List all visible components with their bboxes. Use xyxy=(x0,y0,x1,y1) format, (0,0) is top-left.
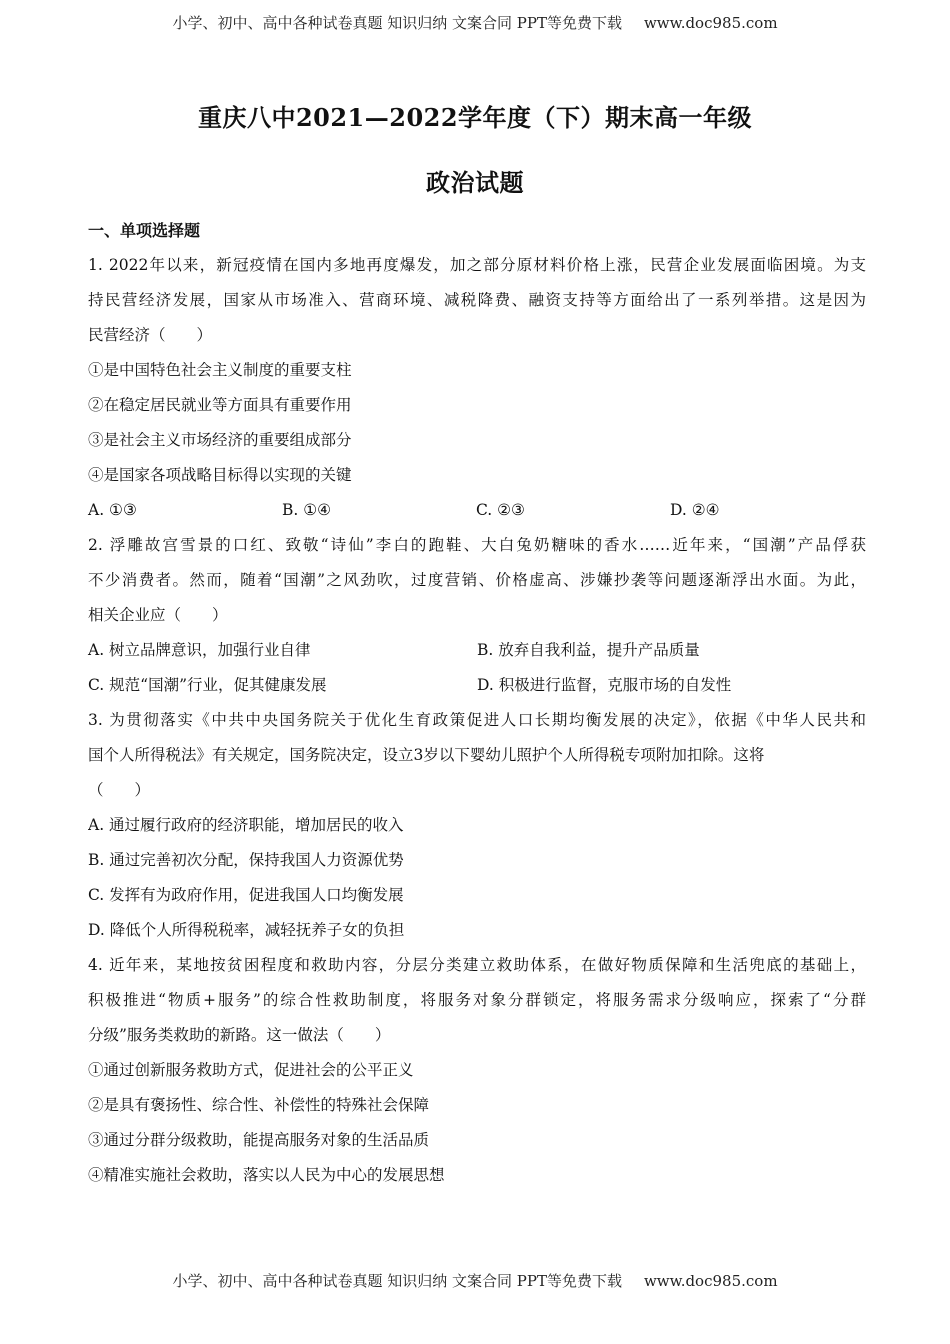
question-1-stem-line-2: 持民营经济发展，国家从市场准入、营商环境、减税降费、融资支持等方面给出了一系列举措。这是因为 xyxy=(88,291,866,309)
exam-subtitle: 政治试题 xyxy=(426,168,524,197)
question-3-stem-line-1: 3. 为贯彻落实《中共中央国务院关于优化生育政策促进人口长期均衡发展的决定》，依据《中华人民共和 xyxy=(88,711,866,729)
question-1-option-b[interactable]: B. ①④ xyxy=(282,501,332,519)
question-4-statement-2: ②是具有褒扬性、综合性、补偿性的特殊社会保障 xyxy=(88,1096,430,1114)
question-2-option-d[interactable]: D. 积极进行监督，克服市场的自发性 xyxy=(477,676,732,694)
question-1-option-c[interactable]: C. ②③ xyxy=(476,501,525,519)
section-heading: 一、单项选择题 xyxy=(88,221,201,240)
question-4-statement-1: ①通过创新服务救助方式，促进社会的公平正义 xyxy=(88,1061,414,1079)
question-4-statement-4: ④精准实施社会救助，落实以人民为中心的发展思想 xyxy=(88,1166,445,1184)
question-list xyxy=(88,248,866,1193)
question-2-option-c[interactable]: C. 规范“国潮”行业，促其健康发展 xyxy=(88,676,327,694)
header-banner xyxy=(0,12,950,33)
question-3-option-b[interactable]: B. 通过完善初次分配，保持我国人力资源优势 xyxy=(88,851,404,869)
question-4-stem-line-2: 积极推进“物质+服务”的综合性救助制度，将服务对象分群锁定，将服务需求分级响应，探索了“分群 xyxy=(88,991,866,1009)
question-1-statement-3: ③是社会主义市场经济的重要组成部分 xyxy=(88,431,352,449)
question-4-statement-3: ③通过分群分级救助，能提高服务对象的生活品质 xyxy=(88,1131,430,1149)
question-1-statement-4: ④是国家各项战略目标得以实现的关键 xyxy=(88,466,352,484)
header-banner-text: 小学、初中、高中各种试卷真题 知识归纳 文案合同 PPT等免费下载 xyxy=(172,14,622,32)
question-3-stem-line-2: 国个人所得税法》有关规定，国务院决定，设立3岁以下婴幼儿照护个人所得税专项附加扣除。这将 xyxy=(88,746,765,764)
question-2-option-b[interactable]: B. 放弃自我利益，提升产品质量 xyxy=(477,641,700,659)
question-2-stem-line-3: 相关企业应（ ） xyxy=(88,606,228,624)
question-1 xyxy=(88,248,866,528)
question-2-options-row-1 xyxy=(88,633,866,668)
question-1-option-d[interactable]: D. ②④ xyxy=(670,501,720,519)
question-2-stem-line-1: 2. 浮雕故宫雪景的口红、致敬“诗仙”李白的跑鞋、大白兔奶糖味的香水……近年来，“国潮”产品俘获 xyxy=(88,536,866,554)
question-1-statement-1: ①是中国特色社会主义制度的重要支柱 xyxy=(88,361,352,379)
question-4 xyxy=(88,948,866,1193)
question-1-statement-2: ②在稳定居民就业等方面具有重要作用 xyxy=(88,396,352,414)
question-3 xyxy=(88,703,866,948)
footer-banner-text: 小学、初中、高中各种试卷真题 知识归纳 文案合同 PPT等免费下载 xyxy=(172,1272,622,1290)
question-3-option-c[interactable]: C. 发挥有为政府作用，促进我国人口均衡发展 xyxy=(88,886,404,904)
footer-banner-url[interactable]: www.doc985.com xyxy=(643,1272,778,1290)
footer-banner xyxy=(0,1270,950,1291)
question-4-stem-line-3: 分级”服务类救助的新路。这一做法（ ） xyxy=(88,1026,391,1044)
question-1-options xyxy=(88,493,866,528)
question-3-stem-line-3: （ ） xyxy=(88,781,151,799)
exam-title: 重庆八中2021—2022学年度（下）期末高一年级 xyxy=(197,103,753,132)
question-2 xyxy=(88,528,866,703)
question-4-stem-line-1: 4. 近年来，某地按贫困程度和救助内容，分层分类建立救助体系，在做好物质保障和生活兜底的基础上， xyxy=(88,956,866,974)
question-3-option-a[interactable]: A. 通过履行政府的经济职能，增加居民的收入 xyxy=(88,816,404,834)
question-2-option-a[interactable]: A. 树立品牌意识，加强行业自律 xyxy=(88,641,311,659)
question-2-stem-line-2: 不少消费者。然而，随着“国潮”之风劲吹，过度营销、价格虚高、涉嫌抄袭等问题逐渐浮出水面。为此， xyxy=(88,571,866,589)
question-1-stem-line-3: 民营经济（ ） xyxy=(88,326,213,344)
header-banner-url[interactable]: www.doc985.com xyxy=(643,14,778,32)
question-1-option-a[interactable]: A. ①③ xyxy=(88,501,137,519)
question-1-stem-line-1: 1. 2022年以来，新冠疫情在国内多地再度爆发，加之部分原材料价格上涨，民营企业发展面临困境。为支 xyxy=(88,256,866,274)
question-2-options-row-2 xyxy=(88,668,866,703)
question-3-option-d[interactable]: D. 降低个人所得税税率，减轻抚养子女的负担 xyxy=(88,921,405,939)
